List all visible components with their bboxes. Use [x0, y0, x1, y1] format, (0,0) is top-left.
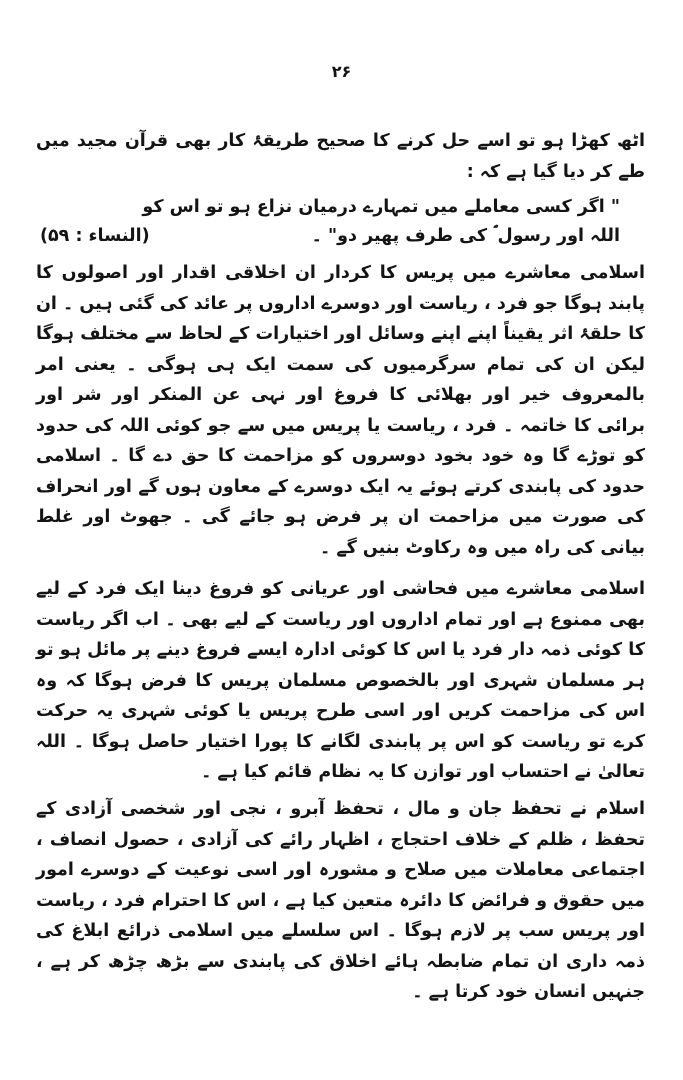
intro-paragraph: اٹھ کھڑا ہو تو اسے حل کرنے کا صحیح طریقۂ کار بھی قرآن مجید میں طے کر دیا گیا ہے کہ : — [36, 131, 645, 182]
paragraph-obscenity: اسلامی معاشرے میں فحاشی اور عریانی کو فروغ دینا ایک فرد کے لیے بھی ممنوع ہے اور تمام اداروں اور ریاست کے لیے بھی ۔ اب اگر ریاست کا کوئی ذمہ دار فرد یا اس کا کوئی ادارہ ایسے فروغ دینے پر مائل ہو تو ہر مسلمان شہری اور بالخصوص مسلمان پریس کا فرض ہوگا کہ وہ اس کی مزاحمت کریں اور اسی طرح پریس یا کوئی شہری یہ حرکت کرے تو ریاست کو اس پر پابندی لگانے کا پورا اختیار حاصل ہوگا ۔ اللہ تعالیٰ نے احتساب اور توازن کا یہ نظام قائم کیا ہے ۔ — [36, 579, 645, 782]
quranic-quote — [40, 193, 620, 251]
quote-line-1: " اگر کسی معاملے میں تمہارے درمیان نزاع ہو تو اس کو — [142, 197, 620, 217]
paragraph-rights: اسلام نے تحفظ جان و مال ، تحفظ آبرو ، نجی اور شخصی آزادی کے تحفظ ، ظلم کے خلاف احتجاج ، اظہار رائے کی آزادی ، حصول انصاف ، اجتماعی معاملات میں صلاح و مشورہ اور اسی نوعیت کے دوسرے امور میں حقوق و فرائض کا دائرہ متعین کیا ہے ، اس کا احترام فرد ، ریاست اور پریس سب پر لازم ہوگا ۔ اس سلسلے میں اسلامی ذرائع ابلاغ کی ذمہ داری ان تمام ضابطہ ہائے اخلاق کی پابندی سے بڑھ چڑھ کر ہے ، جنہیں انسان خود کرتا ہے ۔ — [36, 799, 645, 1002]
quote-reference: (النساء : ۵۹) — [40, 226, 150, 246]
page-number: ۲۶ — [331, 62, 352, 81]
quote-line-2: اللہ اور رسول ؐ کی طرف پھیر دو" ۔ — [311, 226, 620, 246]
paragraph-press-role: اسلامی معاشرے میں پریس کا کردار ان اخلاقی اقدار اور اصولوں کا پابند ہوگا جو فرد ، ریاست اور دوسرے اداروں پر عائد کی گئی ہیں ۔ ان کا حلقۂ اثر یقیناً اپنے اپنے وسائل اور اختیارات کے لحاظ سے مختلف ہوگا لیکن ان کی تمام سرگرمیوں کی سمت ایک ہی ہوگی ۔ یعنی امر بالمعروف خیر اور بھلائی کا فروغ اور نہی عن المنکر اور شر اور برائی کا خاتمہ ۔ فرد ، ریاست یا پریس میں سے جو کوئی اللہ کی حدود کو توڑے گا وہ خود بخود دوسروں کو مزاحمت کا حق دے گا ۔ اسلامی حدود کی پابندی کرتے ہوئے یہ ایک دوسرے کے معاون ہوں گے اور انحراف کی صورت میں مزاحمت ان پر فرض ہو جائے گی ۔ جھوٹ اور غلط بیانی کی راہ میں وہ رکاوٹ بنیں گے ۔ — [36, 263, 645, 558]
